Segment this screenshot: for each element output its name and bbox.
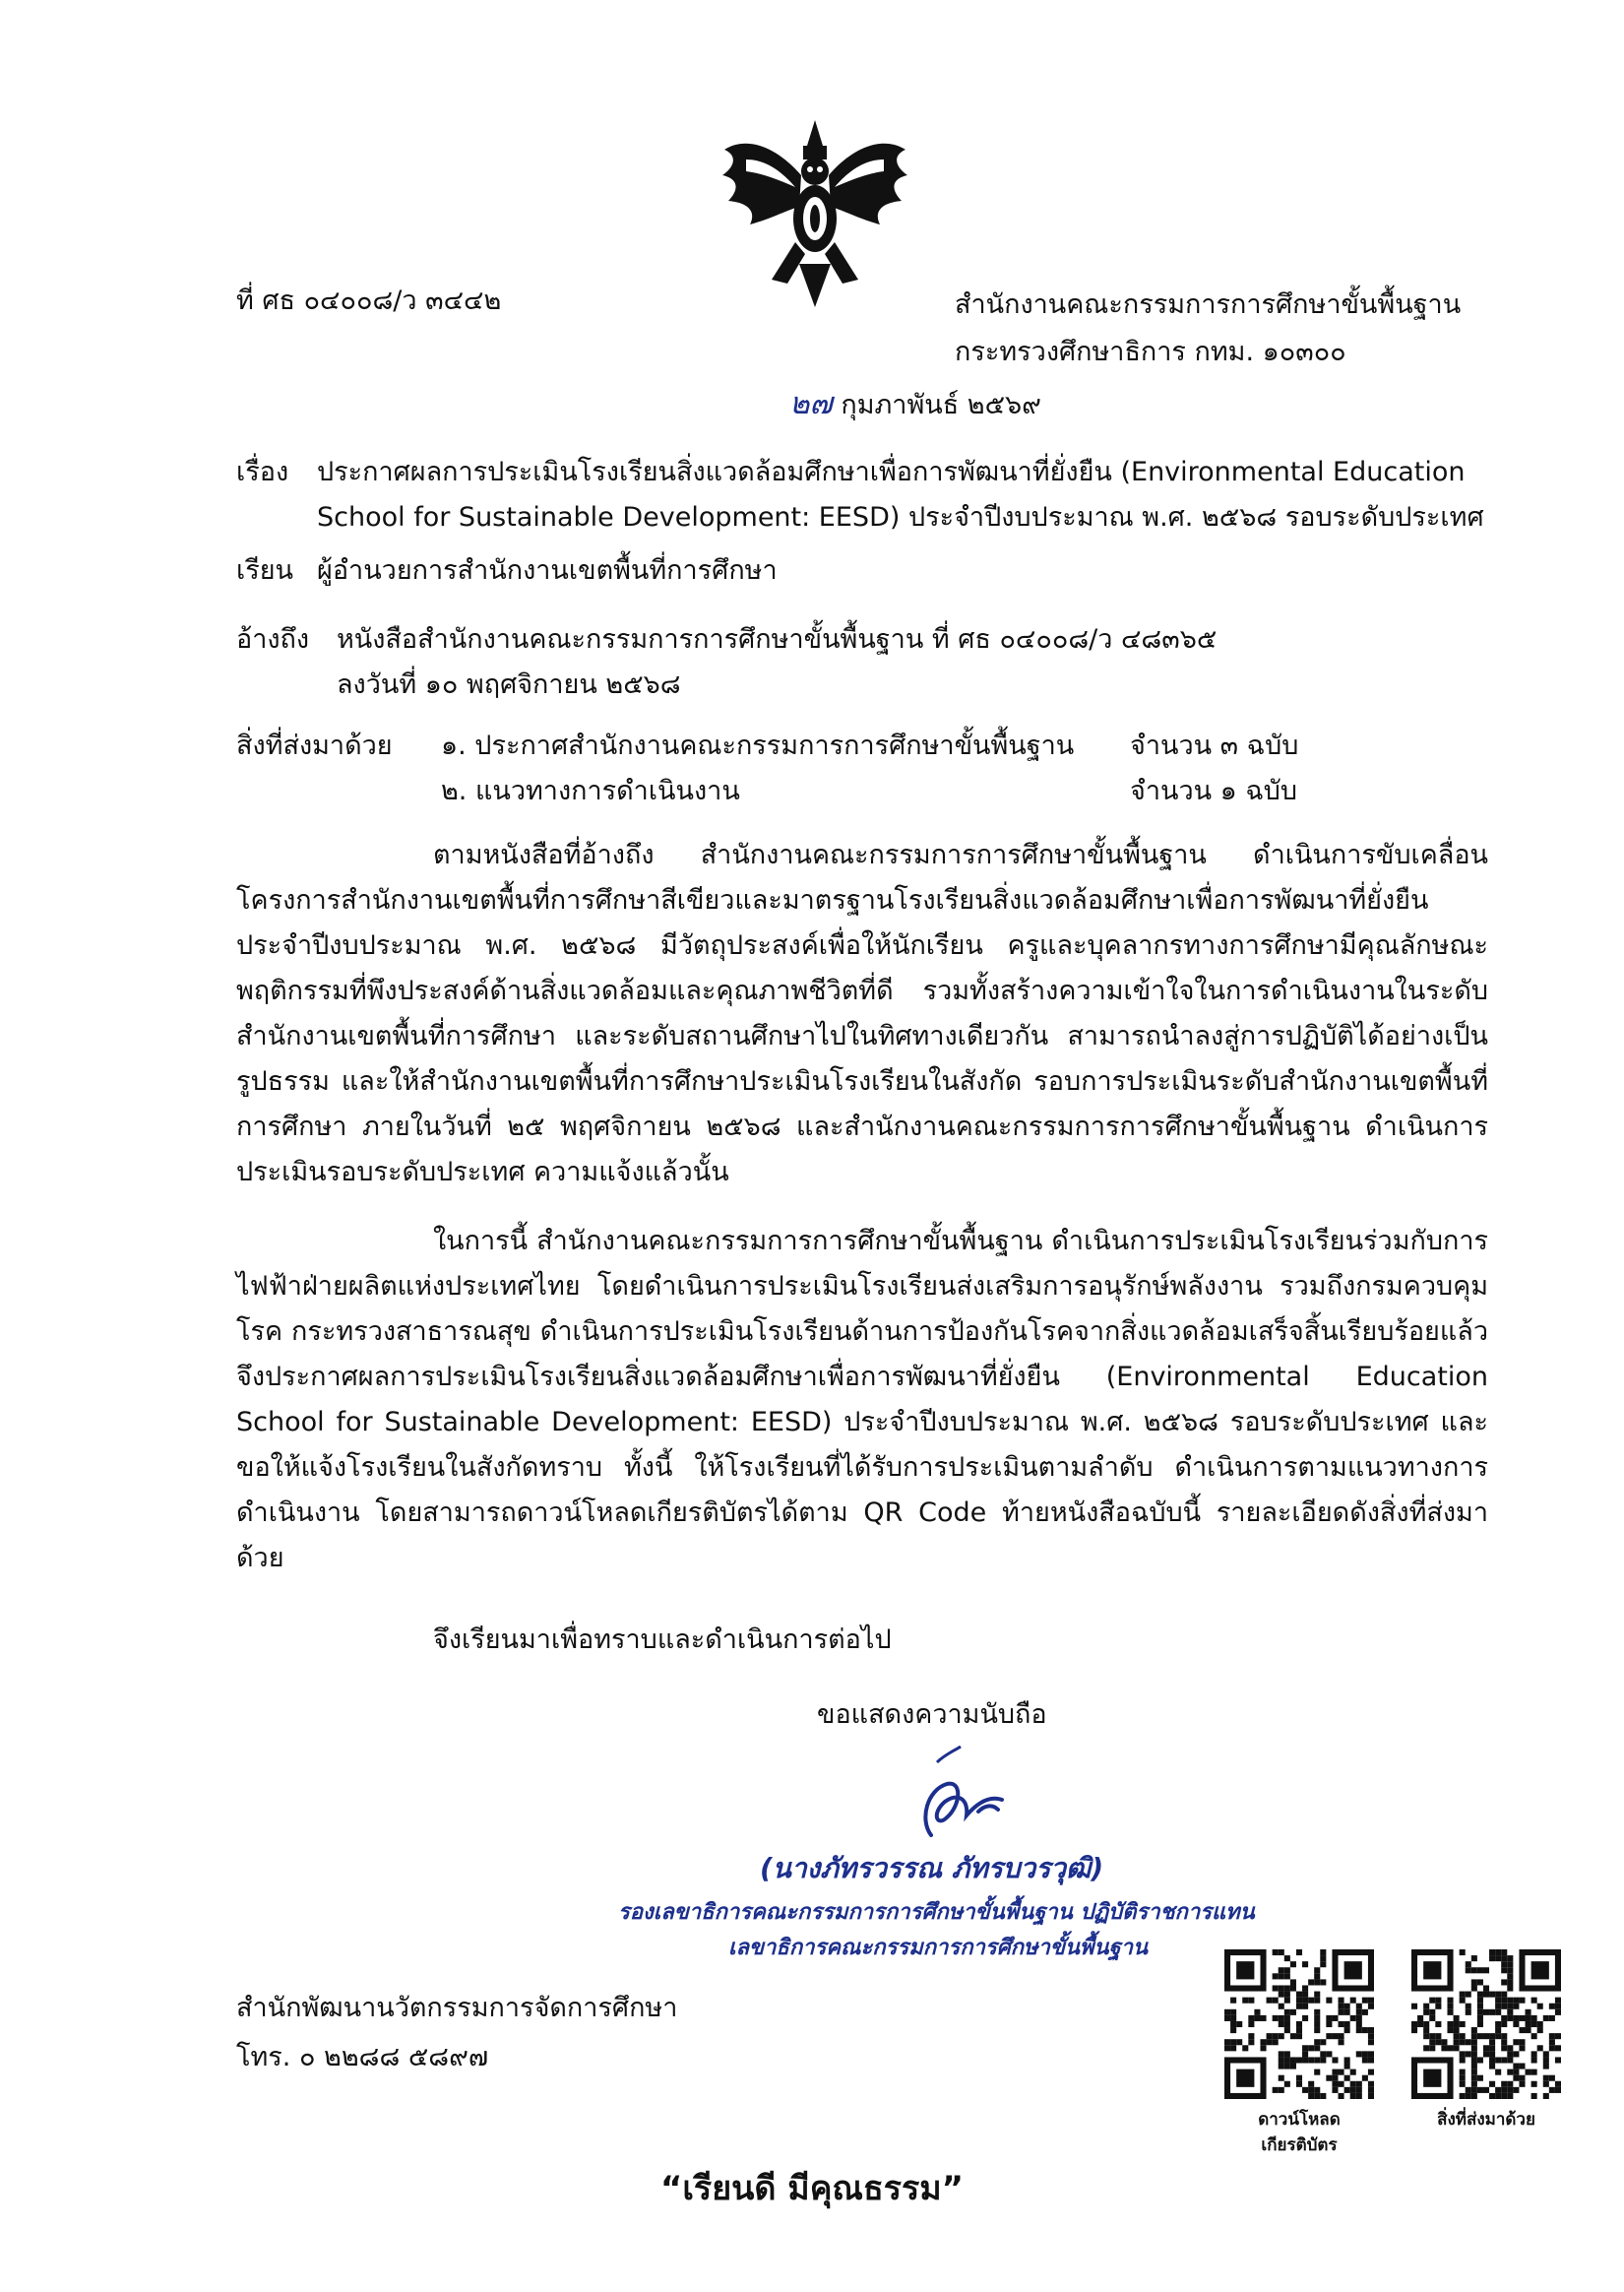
issuing-office: สำนักงานคณะกรรมการการศึกษาขั้นพื้นฐาน (955, 289, 1462, 320)
body-paragraph-2: ในการนี้ สำนักงานคณะกรรมการการศึกษาขั้นพื้นฐาน ดำเนินการประเมินโรงเรียนร่วมกับการไฟฟ้าฝ่ายผลิตแห่งประเทศไทย โดยดำเนินการประเมินโรงเรียนส่งเสริมการอนุรักษ์พลังงาน รวมถึงกรมควบคุมโรค กระทรวงสาธารณสุข ดำเนินการประเมินโรงเรียนด้านการป้องกันโรคจากสิ่งแวดล้อมเสร็จสิ้นเรียบร้อยแล้ว จึงประกาศผลการประเมินโรงเรียนสิ่งแวดล้อมศึกษาเพื่อการพัฒนาที่ยั่งยืน (Environmental Education School for Sustainable Development: EESD) ประจำปีงบประมาณ พ.ศ. ๒๕๖๘ รอบระดับประเทศ และขอให้แจ้งโรงเรียนในสังกัดทราบ ทั้งนี้ ให้โรงเรียนที่ได้รับการประเมินตามลำดับ ดำเนินการตามแนวทางการดำเนินงาน โดยสามารถดาวน์โหลดเกียรติบัตรได้ตาม QR Code ท้ายหนังสือฉบับนี้ รายละเอียดดังสิ่งที่ส่งมาด้วย (236, 1226, 1488, 1573)
signature-mark-icon (876, 1741, 1024, 1849)
date-month-year: กุมภาพันธ์ ๒๕๖๙ (841, 390, 1041, 420)
garuda-emblem-icon (717, 116, 913, 309)
motto: “เรียนดี มีคุณธรรม” (659, 2169, 965, 2208)
enclosure-item-1: ๑. ประกาศสำนักงานคณะกรรมการการศึกษาขั้นพื้นฐาน (441, 731, 1075, 761)
closing-sentence: จึงเรียนมาเพื่อทราบและดำเนินการต่อไป (433, 1624, 892, 1655)
signer-position-1: รองเลขาธิการคณะกรรมการการศึกษาขั้นพื้นฐาน ปฏิบัติราชการแทน (618, 1900, 1255, 1925)
reference-line-1: หนังสือสำนักงานคณะกรรมการการศึกษาขั้นพื้นฐาน ที่ ศธ ๐๔๐๐๘/ว ๔๘๓๖๕ (337, 624, 1218, 655)
date-day-handwritten: ๒๗ (789, 386, 833, 421)
subject-label: เรื่อง (236, 457, 289, 487)
responsible-office: สำนักพัฒนานวัตกรรมการจัดการศึกษา (236, 1993, 678, 2023)
enclosures-label: สิ่งที่ส่งมาด้วย (236, 731, 393, 761)
enclosure-item-2: ๒. แนวทางการดำเนินงาน (441, 776, 740, 806)
qr2-caption: สิ่งที่ส่งมาด้วย (1437, 2110, 1535, 2130)
document-date (789, 384, 1041, 425)
regards: ขอแสดงความนับถือ (817, 1699, 1047, 1730)
recipient-label: เรียน (236, 555, 294, 586)
signer-position-2: เลขาธิการคณะกรรมการการศึกษาขั้นพื้นฐาน (728, 1936, 1148, 1960)
qr1-caption: ดาวน์โหลด เกียรติบัตร (1258, 2110, 1341, 2155)
office-address: กระทรวงศึกษาธิการ กทม. ๑๐๓๐๐ (955, 337, 1346, 367)
reference-line-2: ลงวันที่ ๑๐ พฤศจิกายน ๒๕๖๘ (337, 669, 681, 700)
qr-code-certificate-download[interactable] (1224, 1949, 1374, 2099)
enclosure-qty-2: จำนวน ๑ ฉบับ (1130, 776, 1298, 806)
subject-line-1: ประกาศผลการประเมินโรงเรียนสิ่งแวดล้อมศึกษาเพื่อการพัฒนาที่ยั่งยืน (Environmental Education (317, 457, 1466, 487)
qr-code-enclosures[interactable] (1411, 1949, 1561, 2099)
subject-line-2: School for Sustainable Development: EESD) ประจำปีงบประมาณ พ.ศ. ๒๕๖๘ รอบระดับประเทศ (317, 502, 1484, 533)
contact-phone: โทร. ๐ ๒๒๘๘ ๕๘๙๗ (236, 2042, 489, 2072)
reference-label: อ้างถึง (236, 624, 310, 655)
reference-number: ที่ ศธ ๐๔๐๐๘/ว ๓๔๔๒ (236, 286, 502, 316)
signer-name: (นางภัทรวรรณ ภัทรบวรวุฒิ) (760, 1852, 1104, 1884)
enclosure-qty-1: จำนวน ๓ ฉบับ (1130, 731, 1299, 761)
body-paragraph-1: ตามหนังสือที่อ้างถึง สำนักงานคณะกรรมการการศึกษาขั้นพื้นฐาน ดำเนินการขับเคลื่อนโครงการสำนักงานเขตพื้นที่การศึกษาสีเขียวและมาตรฐานโรงเรียนสิ่งแวดล้อมศึกษาเพื่อการพัฒนาที่ยั่งยืน ประจำปีงบประมาณ พ.ศ. ๒๕๖๘ มีวัตถุประสงค์เพื่อให้นักเรียน ครูและบุคลากรทางการศึกษามีคุณลักษณะพฤติกรรมที่พึงประสงค์ด้านสิ่งแวดล้อมและคุณภาพชีวิตที่ดี รวมทั้งสร้างความเข้าใจในการดำเนินงานในระดับสำนักงานเขตพื้นที่การศึกษา และระดับสถานศึกษาไปในทิศทางเดียวกัน สามารถนำลงสู่การปฏิบัติได้อย่างเป็นรูปธรรม และให้สำนักงานเขตพื้นที่การศึกษาประเมินโรงเรียนในสังกัด รอบการประเมินระดับสำนักงานเขตพื้นที่การศึกษา ภายในวันที่ ๒๕ พฤศจิกายน ๒๕๖๘ และสำนักงานคณะกรรมการการศึกษาขั้นพื้นฐาน ดำเนินการประเมินรอบระดับประเทศ ความแจ้งแล้วนั้น (236, 840, 1488, 1187)
recipient-text: ผู้อำนวยการสำนักงานเขตพื้นที่การศึกษา (317, 555, 778, 586)
